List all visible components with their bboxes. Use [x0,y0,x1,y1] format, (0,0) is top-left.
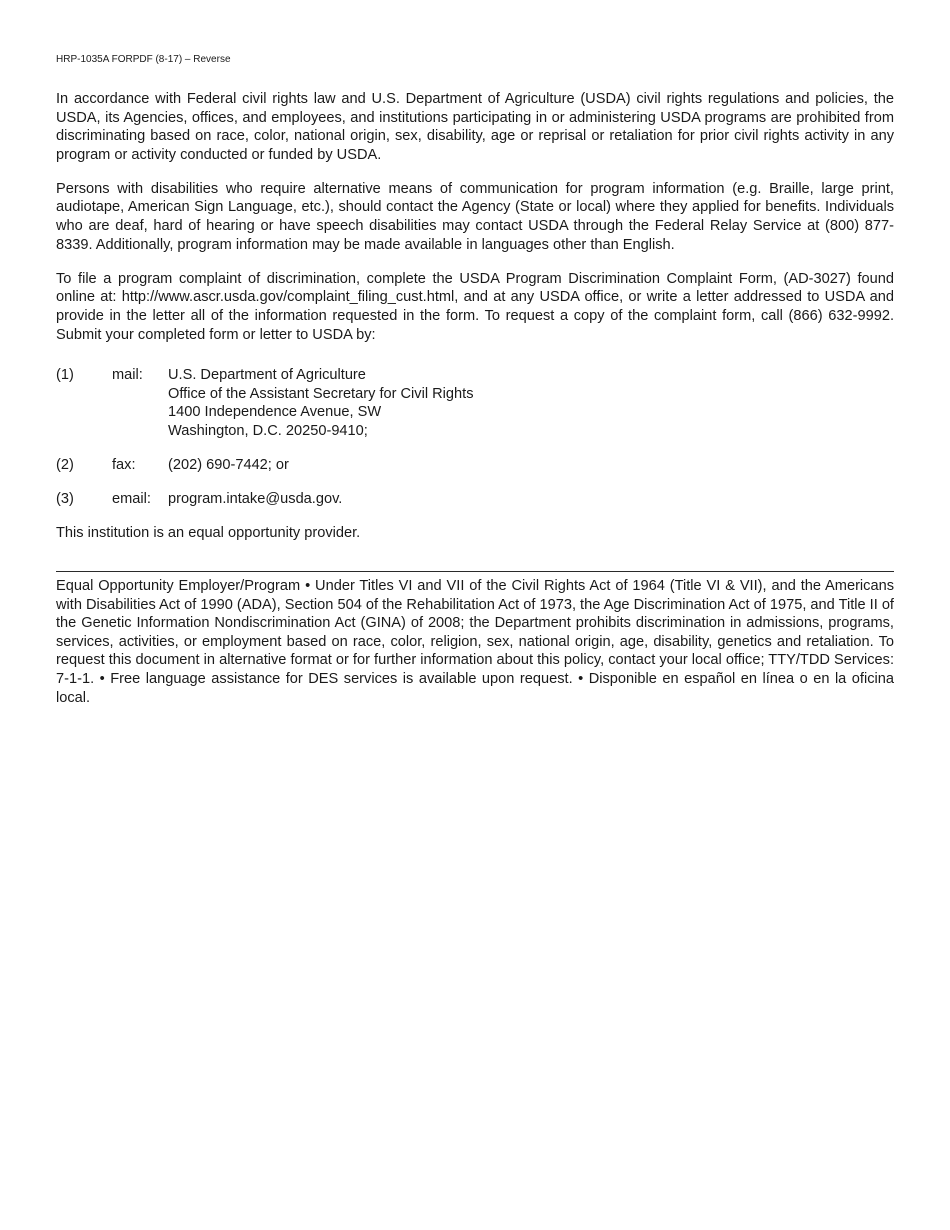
mailing-address [168,366,894,440]
list-item-number: (2) [56,457,74,473]
nondiscrimination-statement [56,90,894,543]
email-line: program.intake@usda.gov. [168,491,343,508]
footer-text: Equal Opportunity Employer/Program • Under Titles VI and VII of the Civil Rights Act of 1964 (Title VI & VII), and the Americans with Disabilities Act of 1990 (ADA), Section 504 of the Rehabilitation Act of 1973, the Age Discrimination Act of 1975, and Title II of the Genetic Information Nondiscrimination Act (GINA) of 2008; the Department prohibits discrimination in admissions, programs, services, activities, or employment based on race, color, religion, sex, national origin, age, disability, genetics and retaliation. To request this document in alternative format or for further information about this policy, contact your local office; TTY/TDD Services: 7-1-1. • Free language assistance for DES services is available upon request. • Disponible en español en línea o en la oficina local. [56,578,894,706]
list-item-label: fax: [112,457,136,473]
footer-divider [56,571,894,572]
equal-opportunity-statement: This institution is an equal opportunity provider. [56,525,361,542]
disabilities-paragraph: Persons with disabilities who require alternative means of communication for program information (e.g. Braille, large print, audiotape, American Sign Language, etc.), should contact the Agency (State or local) where they applied for benefits. Individuals who are deaf, hard of hearing or have speech disabilities may contact USDA through the Federal Relay Service at (800) 877-8339. Additionally, program information may be made available in languages other than English. [56,180,894,253]
submission-method-email [56,490,894,509]
list-item-label: email: [112,491,151,508]
list-item-number: (3) [56,491,74,508]
submission-method-mail [56,366,894,440]
address-line: U.S. Department of Agriculture [168,367,366,384]
address-line: 1400 Independence Avenue, SW [168,404,382,421]
email-address [168,490,894,509]
fax-number [168,456,894,475]
submission-methods-list [56,366,894,509]
form-id: HRP-1035A FORPDF (8-17) – Reverse [56,54,231,65]
fax-line: (202) 690-7442; or [168,457,289,473]
address-line: Washington, D.C. 20250-9410; [168,422,368,439]
complaint-paragraph: To file a program complaint of discrimination, complete the USDA Program Discrimination Complaint Form, (AD-3027) found online at: http://www.ascr.usda.gov/complaint_filing_cust.html, and at any USDA office, or write a letter addressed to USDA and provide in the letter all of the information requested in the form. To request a copy of the complaint form, call (866) 632-9992. Submit your completed form or letter to USDA by: [56,270,894,343]
submission-method-fax [56,456,894,475]
list-item-label: mail: [112,367,143,384]
list-item-number: (1) [56,367,74,384]
civil-rights-paragraph: In accordance with Federal civil rights law and U.S. Department of Agriculture (USDA) civil rights regulations and policies, the USDA, its Agencies, offices, and employees, and institutions participating in or administering USDA programs are prohibited from discriminating based on race, color, national origin, sex, disability, age or reprisal or retaliation for prior civil rights activity in any program or activity conducted or funded by USDA. [56,91,894,163]
address-line: Office of the Assistant Secretary for Civil Rights [168,385,474,402]
